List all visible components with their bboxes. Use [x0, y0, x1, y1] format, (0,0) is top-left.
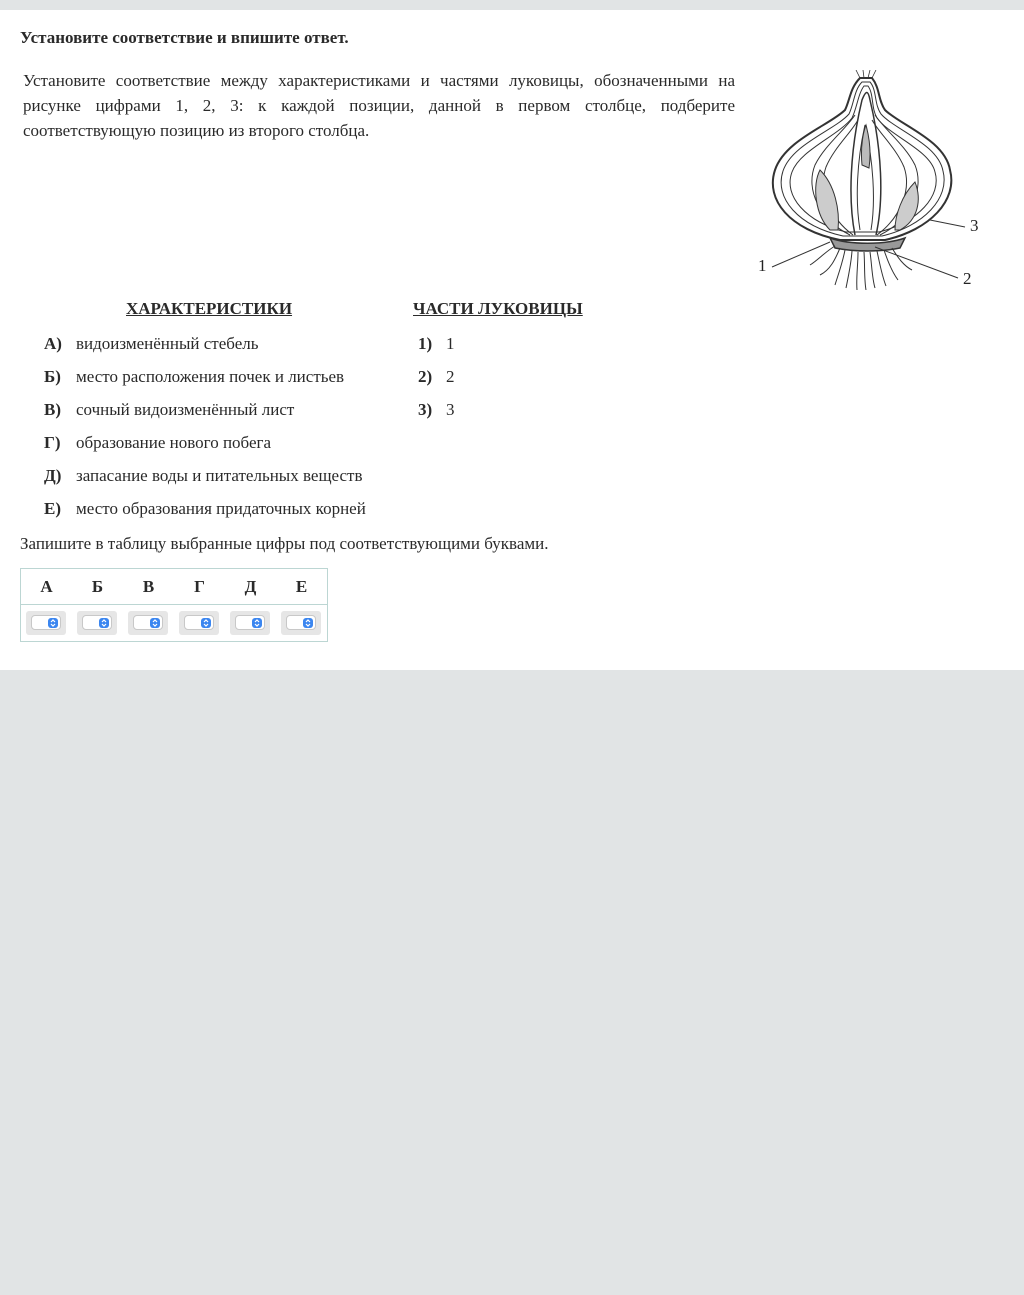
- answer-header-e: Е: [295, 577, 308, 596]
- answer-header-v: В: [142, 577, 155, 596]
- select-arrows-icon: [150, 618, 160, 628]
- bulb-parts-header: ЧАСТИ ЛУКОВИЦЫ: [413, 299, 583, 318]
- characteristic-letter: А): [44, 334, 62, 353]
- part-number: 2): [418, 367, 433, 386]
- select-arrows-icon: [99, 618, 109, 628]
- part-number: 3): [418, 400, 433, 419]
- task-title: Установите соответствие и впишите ответ.: [20, 28, 349, 47]
- top-bar: [0, 0, 1024, 10]
- select-arrows-icon: [303, 618, 313, 628]
- select-box[interactable]: [286, 615, 316, 630]
- part-number: 1): [418, 334, 433, 353]
- characteristic-letter: В): [44, 400, 61, 419]
- answer-select-e[interactable]: [281, 611, 321, 635]
- answer-select-v[interactable]: [128, 611, 168, 635]
- characteristic-text: видоизменённый стебель: [76, 334, 259, 353]
- figure-label-2: 2: [963, 269, 972, 288]
- figure-label-1: 1: [758, 256, 767, 275]
- answer-select-b[interactable]: [77, 611, 117, 635]
- select-arrows-icon: [201, 618, 211, 628]
- characteristics-header: ХАРАКТЕРИСТИКИ: [126, 299, 293, 318]
- instruction-text: Запишите в таблицу выбранные цифры под соответствующими буквами.: [20, 534, 549, 553]
- select-box[interactable]: [82, 615, 112, 630]
- characteristic-text: сочный видоизменённый лист: [76, 400, 295, 419]
- part-text: 2: [446, 367, 455, 386]
- part-text: 1: [446, 334, 455, 353]
- characteristic-letter: Б): [44, 367, 61, 386]
- characteristic-letter: Д): [44, 466, 62, 485]
- select-box[interactable]: [31, 615, 61, 630]
- answer-table: [20, 568, 328, 642]
- answer-header-g: Г: [194, 577, 205, 596]
- answer-select-g[interactable]: [179, 611, 219, 635]
- answer-header-a: А: [40, 577, 53, 596]
- answer-select-d[interactable]: [230, 611, 270, 635]
- select-box[interactable]: [184, 615, 214, 630]
- task-card: [0, 10, 1024, 670]
- answer-header-d: Д: [244, 577, 257, 596]
- select-arrows-icon: [48, 618, 58, 628]
- characteristic-letter: Г): [44, 433, 61, 452]
- characteristic-letter: Е): [44, 499, 61, 518]
- select-arrows-icon: [252, 618, 262, 628]
- characteristic-text: место расположения почек и листьев: [76, 367, 345, 386]
- answer-header-b: Б: [91, 577, 104, 596]
- select-box[interactable]: [133, 615, 163, 630]
- characteristic-text: запасание воды и питательных веществ: [76, 466, 363, 485]
- answer-table-divider: [21, 604, 327, 605]
- characteristic-text: образование нового побега: [76, 433, 272, 452]
- part-text: 3: [446, 400, 455, 419]
- figure-label-3: 3: [970, 216, 979, 235]
- characteristic-text: место образования придаточных корней: [76, 499, 366, 518]
- select-box[interactable]: [235, 615, 265, 630]
- task-text: Установите соответствие между характеристиками и частями луковицы, обозначенными на рисунке цифрами 1, 2, 3: к каждой позиции, данной в первом столбце, подберите соответствующую позицию из второго столбца.: [23, 71, 735, 140]
- onion-bulb-figure: [750, 70, 990, 290]
- answer-select-a[interactable]: [26, 611, 66, 635]
